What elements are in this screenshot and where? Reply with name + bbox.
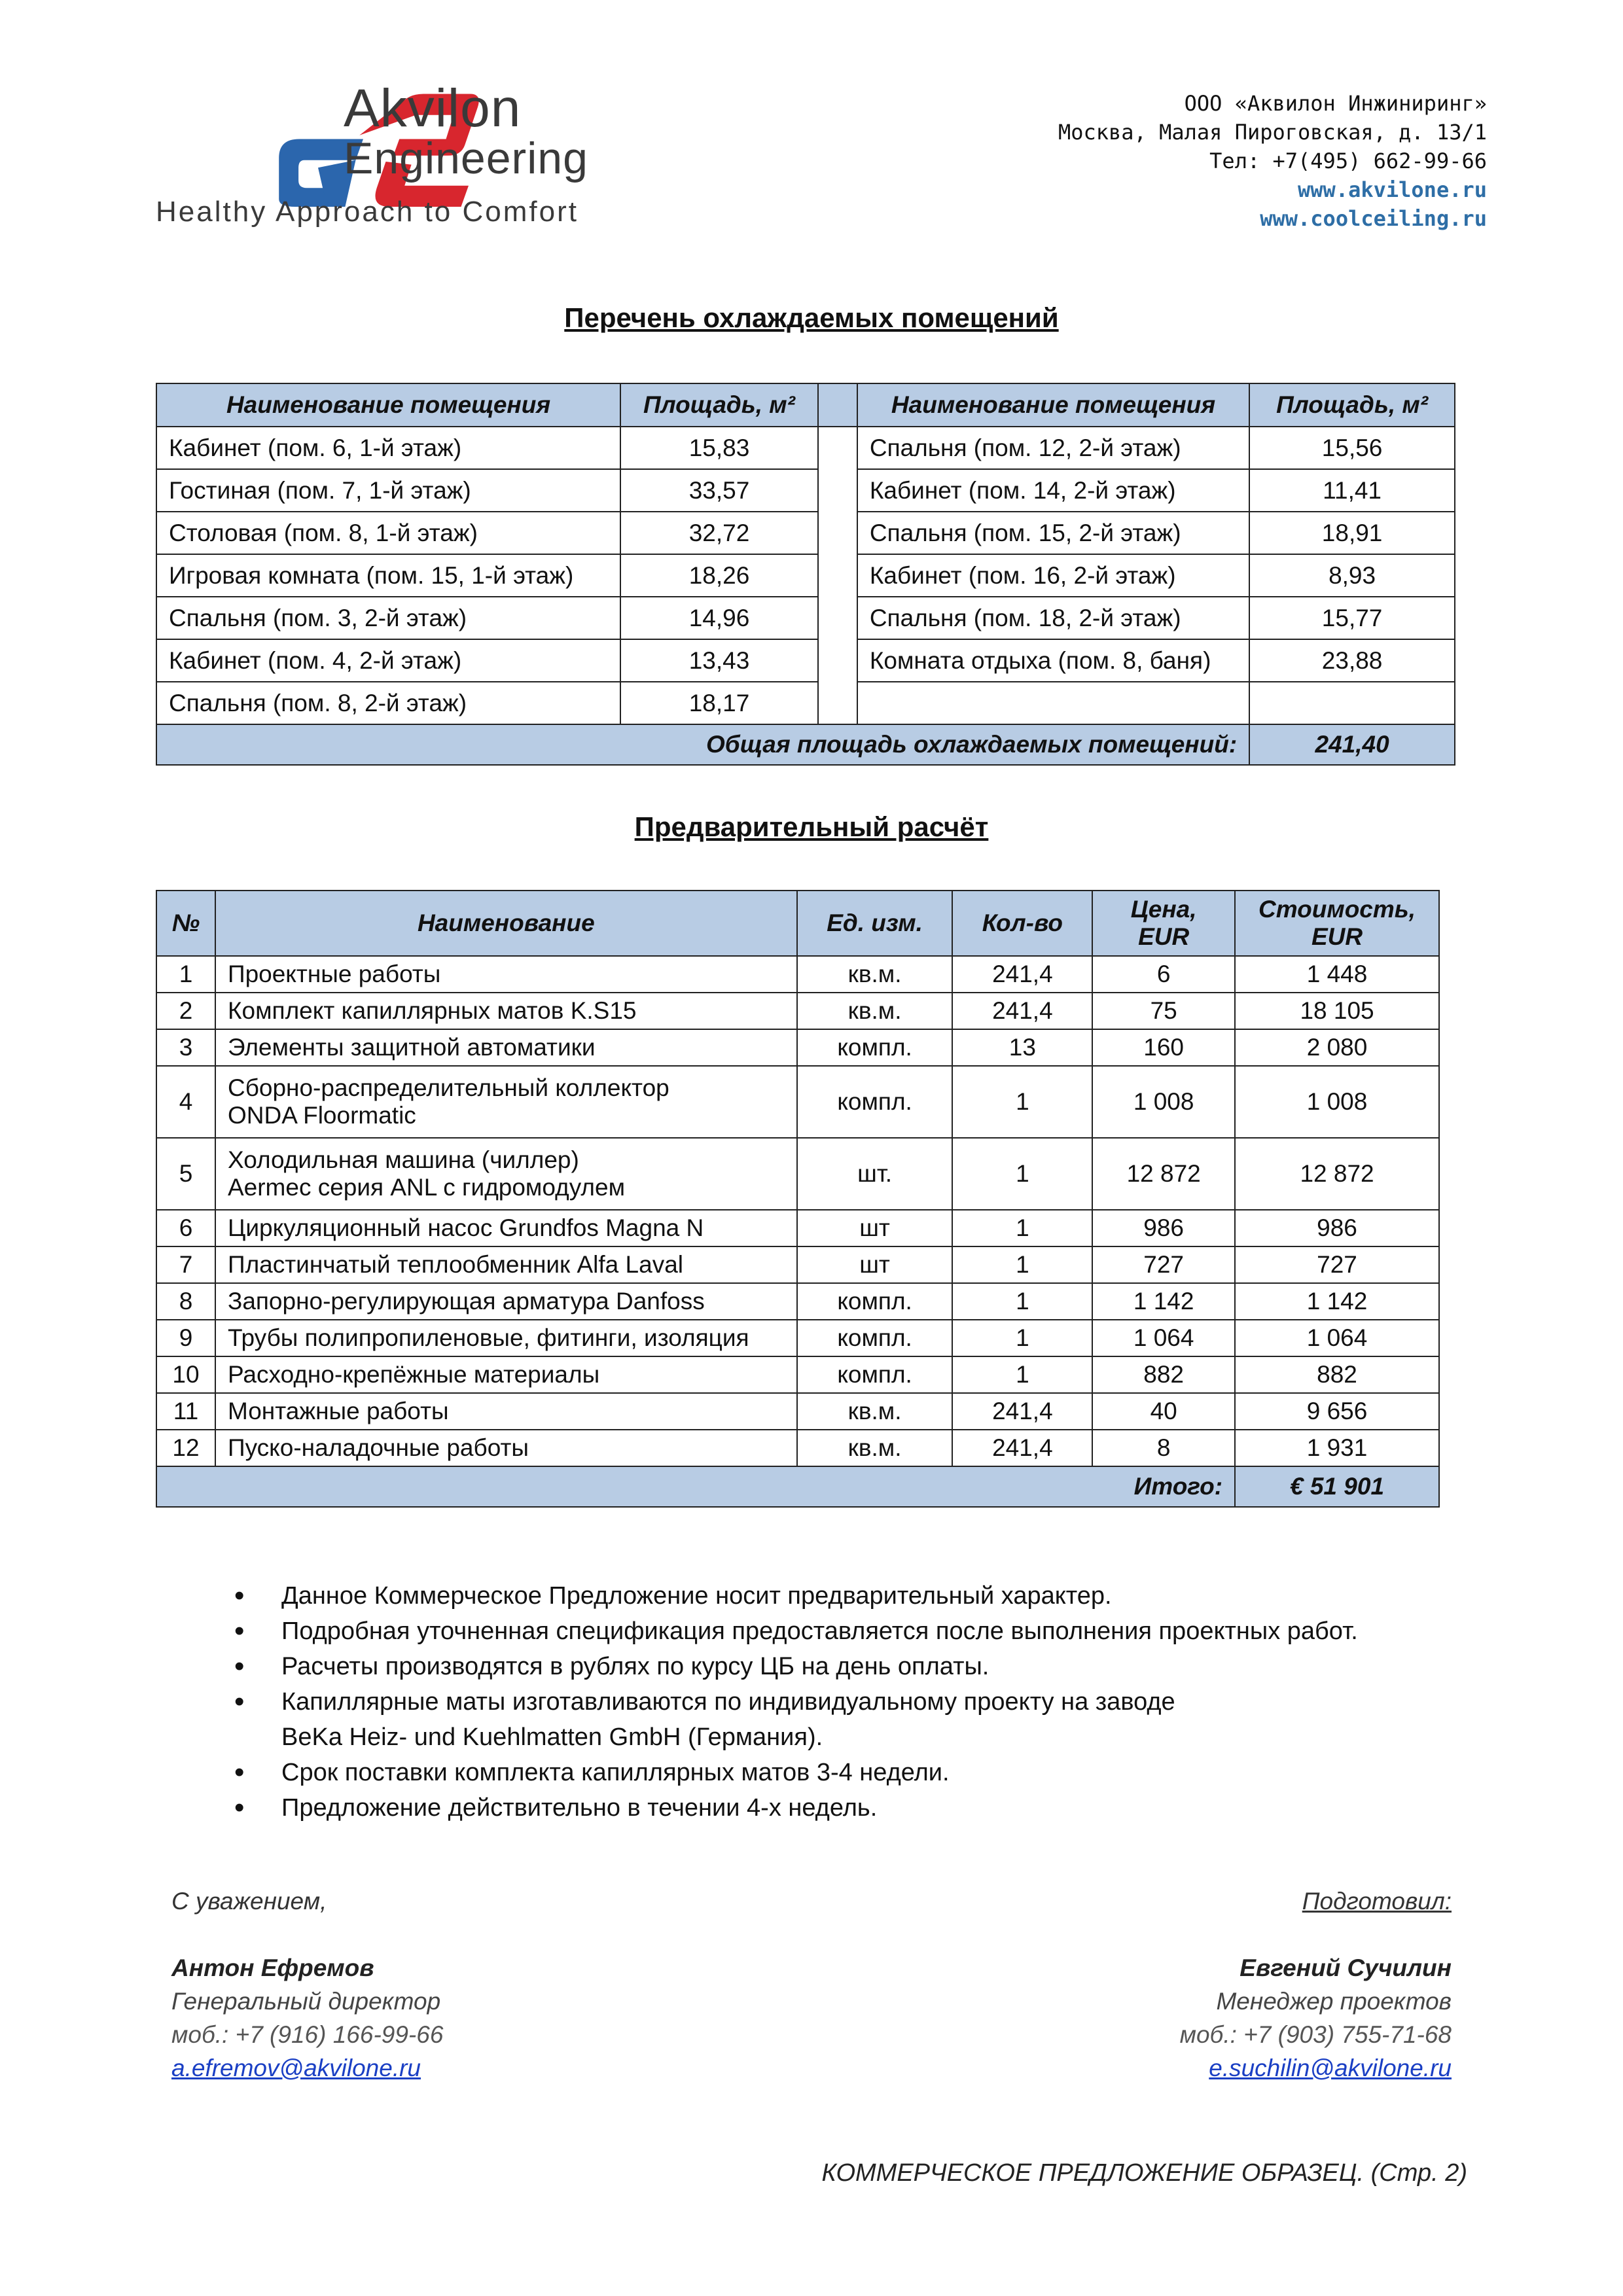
rooms-spacer-cell	[818, 427, 857, 469]
rooms-row	[156, 427, 1455, 469]
signer-email-right[interactable]: e.suchilin@akvilone.ru	[1209, 2055, 1452, 2081]
calc-cost: 1 064	[1235, 1320, 1439, 1356]
calc-name: Элементы защитной автоматики	[215, 1029, 797, 1066]
calc-num: 10	[156, 1356, 215, 1393]
calc-unit: компл.	[797, 1066, 953, 1138]
calc-num: 7	[156, 1246, 215, 1283]
calc-cost: 9 656	[1235, 1393, 1439, 1430]
calc-qty: 1	[952, 1138, 1092, 1210]
signer-name-right: Евгений Сучилин	[1240, 1954, 1452, 1981]
website-link-coolceiling[interactable]: www.coolceiling.ru	[1260, 206, 1487, 231]
rooms-row	[156, 639, 1455, 682]
rooms-row	[156, 597, 1455, 639]
calc-num: 11	[156, 1393, 215, 1430]
calc-unit: шт	[797, 1210, 953, 1246]
calc-row	[156, 956, 1439, 993]
calc-qty: 1	[952, 1066, 1092, 1138]
calc-cost: 986	[1235, 1210, 1439, 1246]
rooms-spacer-cell	[818, 597, 857, 639]
room-name-left: Кабинет (пом. 6, 1-й этаж)	[156, 427, 620, 469]
calc-total-row	[156, 1466, 1439, 1507]
signer-mobile-left: моб.: +7 (916) 166-99-66	[171, 2021, 444, 2048]
room-name-left: Гостиная (пом. 7, 1-й этаж)	[156, 469, 620, 512]
room-area-right: 11,41	[1249, 469, 1455, 512]
signer-name-left: Антон Ефремов	[171, 1954, 374, 1981]
calc-unit: шт.	[797, 1138, 953, 1210]
calc-table	[156, 890, 1440, 1508]
calc-cost: 12 872	[1235, 1138, 1439, 1210]
calc-qty: 1	[952, 1283, 1092, 1320]
calc-price: 75	[1092, 993, 1235, 1029]
calc-row	[156, 1246, 1439, 1283]
room-area-left: 18,17	[620, 682, 818, 724]
calc-cost: 18 105	[1235, 993, 1439, 1029]
rooms-row	[156, 512, 1455, 554]
calc-header-num: №	[156, 891, 215, 956]
calc-price: 40	[1092, 1393, 1235, 1430]
rooms-section-title: Перечень охлаждаемых помещений	[564, 302, 1059, 333]
calc-header-cost: Стоимость, EUR	[1235, 891, 1439, 956]
rooms-spacer-cell	[818, 469, 857, 512]
calc-qty: 1	[952, 1246, 1092, 1283]
calc-cost: 1 931	[1235, 1430, 1439, 1466]
room-name-left: Столовая (пом. 8, 1-й этаж)	[156, 512, 620, 554]
room-area-left: 13,43	[620, 639, 818, 682]
calc-num: 1	[156, 956, 215, 993]
calc-cost: 882	[1235, 1356, 1439, 1393]
calc-header-name: Наименование	[215, 891, 797, 956]
calc-total-value: € 51 901	[1235, 1466, 1439, 1507]
calc-num: 3	[156, 1029, 215, 1066]
room-area-left: 15,83	[620, 427, 818, 469]
rooms-spacer-cell	[818, 639, 857, 682]
calc-price: 6	[1092, 956, 1235, 993]
calc-row	[156, 993, 1439, 1029]
prepared-by-label: Подготовил:	[1302, 1888, 1452, 1915]
calc-cost: 1 142	[1235, 1283, 1439, 1320]
calc-num: 12	[156, 1430, 215, 1466]
calc-qty: 1	[952, 1356, 1092, 1393]
calc-name: Проектные работы	[215, 956, 797, 993]
calc-header-price: Цена, EUR	[1092, 891, 1235, 956]
calc-row	[156, 1283, 1439, 1320]
room-area-left: 18,26	[620, 554, 818, 597]
rooms-spacer-cell	[818, 554, 857, 597]
rooms-spacer-cell	[818, 682, 857, 724]
calc-row	[156, 1320, 1439, 1356]
calc-unit: компл.	[797, 1283, 953, 1320]
calc-row	[156, 1356, 1439, 1393]
calc-cost: 2 080	[1235, 1029, 1439, 1066]
calc-cost: 1 448	[1235, 956, 1439, 993]
page-footer: КОММЕРЧЕСКОЕ ПРЕДЛОЖЕНИЕ ОБРАЗЕЦ. (Стр. 2)	[821, 2159, 1467, 2187]
calc-unit: кв.м.	[797, 956, 953, 993]
calc-qty: 13	[952, 1029, 1092, 1066]
calc-num: 8	[156, 1283, 215, 1320]
room-area-left: 32,72	[620, 512, 818, 554]
calc-name: Монтажные работы	[215, 1393, 797, 1430]
calc-num: 6	[156, 1210, 215, 1246]
logo-tagline: Healthy Approach to Comfort	[156, 196, 579, 228]
rooms-table	[156, 383, 1455, 766]
room-area-right	[1249, 682, 1455, 724]
rooms-row	[156, 682, 1455, 724]
calc-name: Сборно-распределительный коллектор ONDA Floormatic	[215, 1066, 797, 1138]
website-link-akvilone[interactable]: www.akvilone.ru	[1298, 177, 1487, 202]
calc-price: 882	[1092, 1356, 1235, 1393]
logo-company-subtitle: Engineering	[344, 133, 588, 183]
calc-row	[156, 1029, 1439, 1066]
calc-price: 1 064	[1092, 1320, 1235, 1356]
calc-total-label: Итого:	[156, 1466, 1235, 1507]
room-area-left: 14,96	[620, 597, 818, 639]
note-item: • Расчеты производятся в рублях по курсу ЦБ на день оплаты.	[221, 1649, 1497, 1684]
calc-qty: 1	[952, 1320, 1092, 1356]
calc-price: 8	[1092, 1430, 1235, 1466]
calc-row	[156, 1066, 1439, 1138]
room-name-right: Спальня (пом. 12, 2-й этаж)	[857, 427, 1249, 469]
calc-qty: 241,4	[952, 1393, 1092, 1430]
calc-num: 2	[156, 993, 215, 1029]
signature-right	[1180, 1884, 1452, 2085]
calc-section-title: Предварительный расчёт	[634, 811, 989, 842]
signer-role-right: Менеджер проектов	[1216, 1988, 1452, 2015]
rooms-row	[156, 469, 1455, 512]
calc-unit: компл.	[797, 1320, 953, 1356]
rooms-total-row	[156, 724, 1455, 765]
calc-unit: компл.	[797, 1029, 953, 1066]
room-name-left: Игровая комната (пом. 15, 1-й этаж)	[156, 554, 620, 597]
calc-qty: 241,4	[952, 993, 1092, 1029]
company-contacts	[1058, 89, 1487, 233]
room-name-right: Кабинет (пом. 16, 2-й этаж)	[857, 554, 1249, 597]
calc-unit: шт	[797, 1246, 953, 1283]
note-item: • Капиллярные маты изготавливаются по индивидуальному проекту на заводе BeKa Heiz- und Kuehlmatten GmbH (Германия).	[221, 1684, 1497, 1755]
calc-qty: 241,4	[952, 956, 1092, 993]
note-item: • Данное Коммерческое Предложение носит предварительный характер.	[221, 1578, 1497, 1614]
calc-num: 5	[156, 1138, 215, 1210]
calc-name: Пуско-наладочные работы	[215, 1430, 797, 1466]
calc-row	[156, 1210, 1439, 1246]
notes-list	[221, 1578, 1497, 1826]
calc-qty: 241,4	[952, 1430, 1092, 1466]
calc-row	[156, 1138, 1439, 1210]
calc-name: Пластинчатый теплообменник Alfa Laval	[215, 1246, 797, 1283]
company-phone: Тел: +7(495) 662-99-66	[1209, 149, 1487, 173]
calc-row	[156, 1430, 1439, 1466]
calc-name: Расходно-крепёжные материалы	[215, 1356, 797, 1393]
logo-company-name: Akvilon	[344, 79, 522, 138]
calc-unit: кв.м.	[797, 993, 953, 1029]
calc-name: Циркуляционный насос Grundfos Magna N	[215, 1210, 797, 1246]
room-name-right: Комната отдыха (пом. 8, баня)	[857, 639, 1249, 682]
rooms-total-value: 241,40	[1249, 724, 1455, 765]
room-area-left: 33,57	[620, 469, 818, 512]
room-name-right	[857, 682, 1249, 724]
signer-email-left[interactable]: a.efremov@akvilone.ru	[171, 2055, 421, 2081]
calc-price: 986	[1092, 1210, 1235, 1246]
calc-cost: 1 008	[1235, 1066, 1439, 1138]
rooms-total-label: Общая площадь охлаждаемых помещений:	[156, 724, 1249, 765]
rooms-spacer-cell	[818, 512, 857, 554]
rooms-header-name-right: Наименование помещения	[857, 383, 1249, 427]
calc-unit: компл.	[797, 1356, 953, 1393]
signer-mobile-right: моб.: +7 (903) 755-71-68	[1179, 2021, 1452, 2048]
room-name-left: Спальня (пом. 8, 2-й этаж)	[156, 682, 620, 724]
rooms-header-area-right: Площадь, м²	[1249, 383, 1455, 427]
calc-name: Трубы полипропиленовые, фитинги, изоляция	[215, 1320, 797, 1356]
room-name-left: Кабинет (пом. 4, 2-й этаж)	[156, 639, 620, 682]
calc-price: 1 142	[1092, 1283, 1235, 1320]
calc-cost: 727	[1235, 1246, 1439, 1283]
calc-num: 9	[156, 1320, 215, 1356]
room-name-left: Спальня (пом. 3, 2-й этаж)	[156, 597, 620, 639]
room-name-right: Спальня (пом. 18, 2-й этаж)	[857, 597, 1249, 639]
calc-price: 1 008	[1092, 1066, 1235, 1138]
room-name-right: Кабинет (пом. 14, 2-й этаж)	[857, 469, 1249, 512]
calc-name: Комплект капиллярных матов K.S15	[215, 993, 797, 1029]
signer-role-left: Генеральный директор	[171, 1988, 441, 2015]
rooms-header-name-left: Наименование помещения	[156, 383, 620, 427]
calc-name: Запорно-регулирующая арматура Danfoss	[215, 1283, 797, 1320]
calc-price: 727	[1092, 1246, 1235, 1283]
calc-header-unit: Ед. изм.	[797, 891, 953, 956]
room-name-right: Спальня (пом. 15, 2-й этаж)	[857, 512, 1249, 554]
room-area-right: 18,91	[1249, 512, 1455, 554]
company-name: ООО «Аквилон Инжиниринг»	[1184, 91, 1487, 116]
calc-name: Холодильная машина (чиллер) Aermec серия ANL с гидромодулем	[215, 1138, 797, 1210]
room-area-right: 8,93	[1249, 554, 1455, 597]
rooms-row	[156, 554, 1455, 597]
calc-num: 4	[156, 1066, 215, 1138]
calc-unit: кв.м.	[797, 1430, 953, 1466]
room-area-right: 15,56	[1249, 427, 1455, 469]
calc-price: 12 872	[1092, 1138, 1235, 1210]
rooms-header-spacer	[818, 383, 857, 427]
calc-price: 160	[1092, 1029, 1235, 1066]
company-address: Москва, Малая Пироговская, д. 13/1	[1058, 120, 1487, 145]
calc-unit: кв.м.	[797, 1393, 953, 1430]
room-area-right: 23,88	[1249, 639, 1455, 682]
calc-header-qty: Кол-во	[952, 891, 1092, 956]
greeting: С уважением,	[171, 1888, 327, 1915]
note-item: • Предложение действительно в течении 4-х недель.	[221, 1790, 1497, 1826]
room-area-right: 15,77	[1249, 597, 1455, 639]
note-item: • Подробная уточненная спецификация предоставляется после выполнения проектных работ.	[221, 1614, 1497, 1649]
signature-left	[171, 1884, 443, 2085]
calc-row	[156, 1393, 1439, 1430]
rooms-header-area-left: Площадь, м²	[620, 383, 818, 427]
note-item: • Срок поставки комплекта капиллярных матов 3-4 недели.	[221, 1755, 1497, 1790]
calc-qty: 1	[952, 1210, 1092, 1246]
